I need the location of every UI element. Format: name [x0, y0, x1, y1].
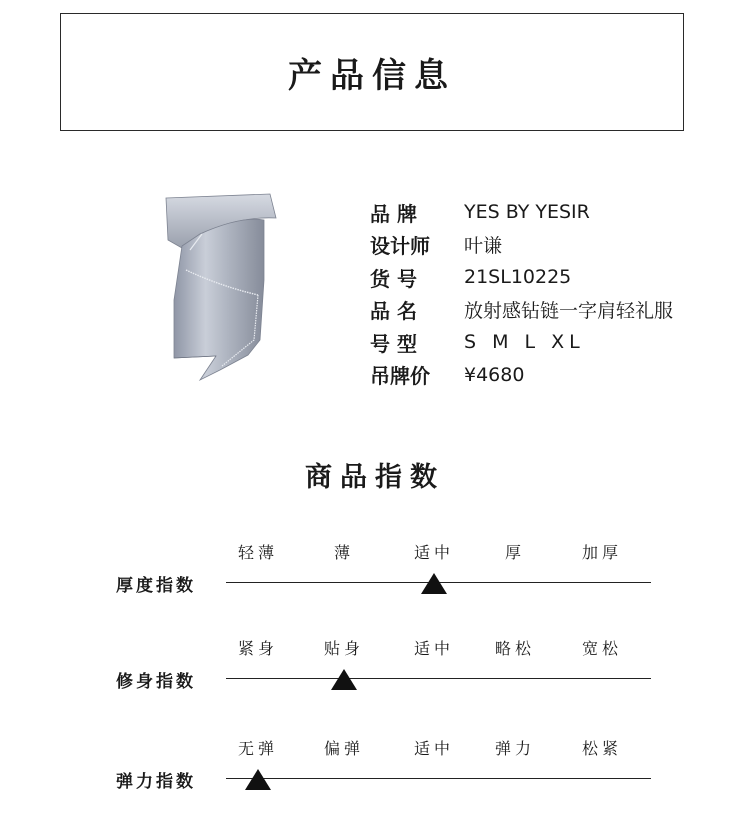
info-label: 设计师: [370, 234, 430, 259]
scale-option: 无弹: [237, 739, 279, 758]
level-marker: [245, 769, 271, 790]
scale-option: 加厚: [581, 543, 623, 562]
scale-option: 松紧: [581, 739, 623, 758]
scale-option: 适中: [413, 543, 455, 562]
index-name: 厚度指数: [116, 576, 196, 596]
scale-option: 薄: [333, 543, 355, 562]
info-value-name: 放射感钻链一字肩轻礼服: [464, 300, 674, 323]
section-title: 商品指数: [305, 462, 445, 493]
scale-option: 略松: [494, 639, 536, 658]
info-row-designer: [370, 229, 673, 262]
product-info: [370, 196, 673, 391]
fit-index: [0, 636, 750, 736]
scale-line: [226, 678, 651, 679]
scale-option: 弹力: [494, 739, 536, 758]
level-marker: [331, 669, 357, 690]
info-label: 吊牌价: [370, 364, 430, 389]
scale-option: 紧身: [237, 639, 279, 658]
scale-option: 宽松: [581, 639, 623, 658]
elasticity-index: [0, 736, 750, 836]
info-value-brand: YES BY YESIR: [464, 201, 590, 224]
info-label: 品 名: [370, 299, 417, 324]
product-image: [160, 190, 280, 390]
info-label: 号 型: [370, 331, 417, 356]
info-row-sku: [370, 261, 673, 294]
scale-option: 轻薄: [237, 543, 279, 562]
info-label: 货 号: [370, 266, 417, 291]
scale-option: 适中: [413, 639, 455, 658]
level-marker: [421, 573, 447, 594]
info-row-size: [370, 326, 673, 359]
info-row-name: [370, 294, 673, 327]
info-value-price: ¥4680: [464, 363, 525, 386]
scale-option: 适中: [413, 739, 455, 758]
index-name: 弹力指数: [116, 772, 196, 792]
thickness-index: [0, 540, 750, 640]
index-name: 修身指数: [116, 672, 196, 692]
scale-line: [226, 778, 651, 779]
info-row-brand: [370, 196, 673, 229]
info-row-price: [370, 359, 673, 392]
info-value-sku: 21SL10225: [464, 266, 572, 289]
info-value-size: S M L XL: [464, 331, 585, 354]
page-title: 产品信息: [288, 55, 456, 96]
scale-option: 厚: [504, 543, 526, 562]
scale-option: 贴身: [323, 639, 365, 658]
info-value-designer: 叶谦: [464, 235, 503, 258]
title-box: [60, 13, 684, 131]
info-label: 品 牌: [370, 201, 417, 226]
scale-option: 偏弹: [323, 739, 365, 758]
